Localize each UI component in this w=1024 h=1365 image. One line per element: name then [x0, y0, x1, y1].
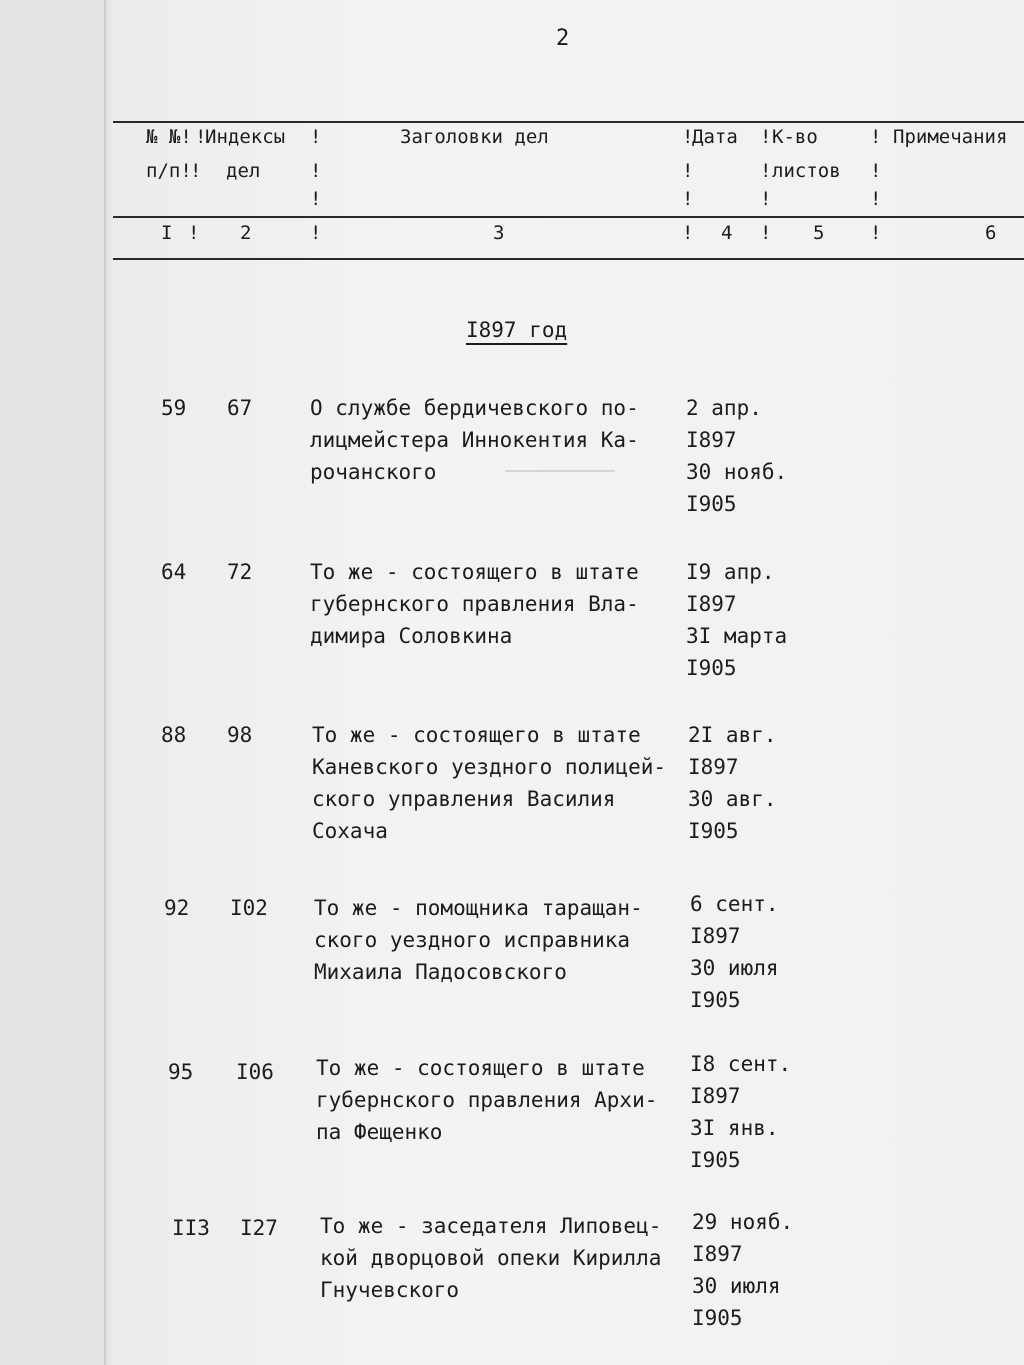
record-number: 59 [161, 396, 187, 420]
header-col-index-line1: Индексы [205, 126, 286, 148]
header-separator: ! [760, 160, 772, 182]
record-title-line: То же - помощника таращан- [314, 896, 643, 920]
record-title-line: рочанского [310, 460, 437, 484]
header-separator: ! [310, 126, 322, 148]
record-date-line: 30 нояб. [686, 460, 788, 484]
record-title-line: То же - заседателя Липовец- [320, 1214, 662, 1238]
bleed-through-mark [505, 470, 615, 472]
header-separator: ! [870, 222, 882, 244]
record-date-line: I905 [690, 1148, 741, 1172]
record-title-line: О службе бердичевского по- [310, 396, 639, 420]
record-date-line: I905 [688, 819, 739, 843]
header-separator: ! [870, 160, 882, 182]
column-number-3: 3 [493, 222, 505, 244]
record-title-line: кой дворцовой опеки Кирилла [320, 1246, 662, 1270]
record-number: II3 [172, 1216, 210, 1240]
header-col-index-line2: дел [226, 160, 261, 182]
header-separator: ! [195, 126, 207, 148]
header-col-date: Дата [692, 126, 738, 148]
record-date-line: I905 [690, 988, 741, 1012]
header-separator: ! [682, 222, 694, 244]
record-index: 67 [227, 396, 253, 420]
column-number-5: 5 [813, 222, 825, 244]
header-separator: ! [682, 126, 694, 148]
record-date-line: I897 [688, 755, 739, 779]
header-col-sheets-line1: К-во [772, 126, 818, 148]
record-number: 64 [161, 560, 187, 584]
header-separator: ! [188, 222, 200, 244]
record-date-line: 3I янв. [690, 1116, 779, 1140]
record-index: I27 [240, 1216, 278, 1240]
record-title-line: То же - состоящего в штате [312, 723, 641, 747]
header-middle-rule [113, 216, 1024, 218]
record-date-line: 3I марта [686, 624, 788, 648]
header-separator: ! [310, 188, 322, 210]
record-date-line: I897 [686, 592, 737, 616]
header-top-rule [113, 121, 1024, 123]
header-separator: ! [190, 160, 202, 182]
record-date-line: 6 сент. [690, 892, 779, 916]
record-title-line: Гнучевского [320, 1278, 460, 1302]
section-year-heading: I897 год [466, 318, 568, 342]
header-col-sheets-line2: листов [772, 160, 841, 182]
record-date-line: 30 июля [692, 1274, 781, 1298]
column-number-4: 4 [721, 222, 733, 244]
record-date-line: I897 [690, 924, 741, 948]
record-title-line: ского управления Василия [312, 787, 616, 811]
page-number: 2 [556, 26, 570, 51]
record-date-line: 30 июля [690, 956, 779, 980]
record-date-line: I905 [686, 656, 737, 680]
record-title-line: губернского правления Вла- [310, 592, 639, 616]
column-number-2: 2 [240, 222, 252, 244]
page-binding-edge [104, 0, 106, 1365]
header-separator: ! [870, 188, 882, 210]
header-separator: ! [760, 222, 772, 244]
header-col-notes: Примечания [893, 126, 1008, 148]
record-date-line: I897 [692, 1242, 743, 1266]
record-title-line: Каневского уездного полицей- [312, 755, 667, 779]
record-date-line: I8 сент. [690, 1052, 792, 1076]
record-date-line: I905 [686, 492, 737, 516]
record-date-line: I897 [686, 428, 737, 452]
record-date-line: I9 апр. [686, 560, 775, 584]
header-col-number-line2: п/п! [146, 160, 192, 182]
header-separator: ! [760, 188, 772, 210]
header-separator: ! [682, 160, 694, 182]
record-index: 98 [227, 723, 253, 747]
record-date-line: I905 [692, 1306, 743, 1330]
header-col-number-line1: № №! [146, 126, 192, 148]
record-title-line: губернского правления Архи- [316, 1088, 658, 1112]
header-separator: ! [760, 126, 772, 148]
record-date-line: 30 авг. [688, 787, 777, 811]
record-date-line: 2I авг. [688, 723, 777, 747]
record-index: 72 [227, 560, 253, 584]
column-number-1: I [161, 222, 173, 244]
header-separator: ! [310, 160, 322, 182]
header-col-title: Заголовки дел [400, 126, 549, 148]
record-title-line: димира Соловкина [310, 624, 513, 648]
column-number-6: 6 [985, 222, 997, 244]
header-separator: ! [870, 126, 882, 148]
record-date-line: 2 апр. [686, 396, 762, 420]
record-number: 92 [164, 896, 190, 920]
header-separator: ! [682, 188, 694, 210]
record-title-line: па Фещенко [316, 1120, 443, 1144]
record-title-line: Михаила Падосовского [314, 960, 567, 984]
record-index: I06 [236, 1060, 274, 1084]
record-title-line: То же - состоящего в штате [316, 1056, 645, 1080]
record-number: 95 [168, 1060, 194, 1084]
record-date-line: I897 [690, 1084, 741, 1108]
header-separator: ! [310, 222, 322, 244]
header-bottom-rule [113, 258, 1024, 260]
record-title-line: Сохача [312, 819, 388, 843]
record-title-line: ского уездного исправника [314, 928, 631, 952]
record-number: 88 [161, 723, 187, 747]
record-date-line: 29 нояб. [692, 1210, 794, 1234]
record-index: I02 [230, 896, 268, 920]
record-title-line: То же - состоящего в штате [310, 560, 639, 584]
record-title-line: лицмейстера Иннокентия Ка- [310, 428, 639, 452]
